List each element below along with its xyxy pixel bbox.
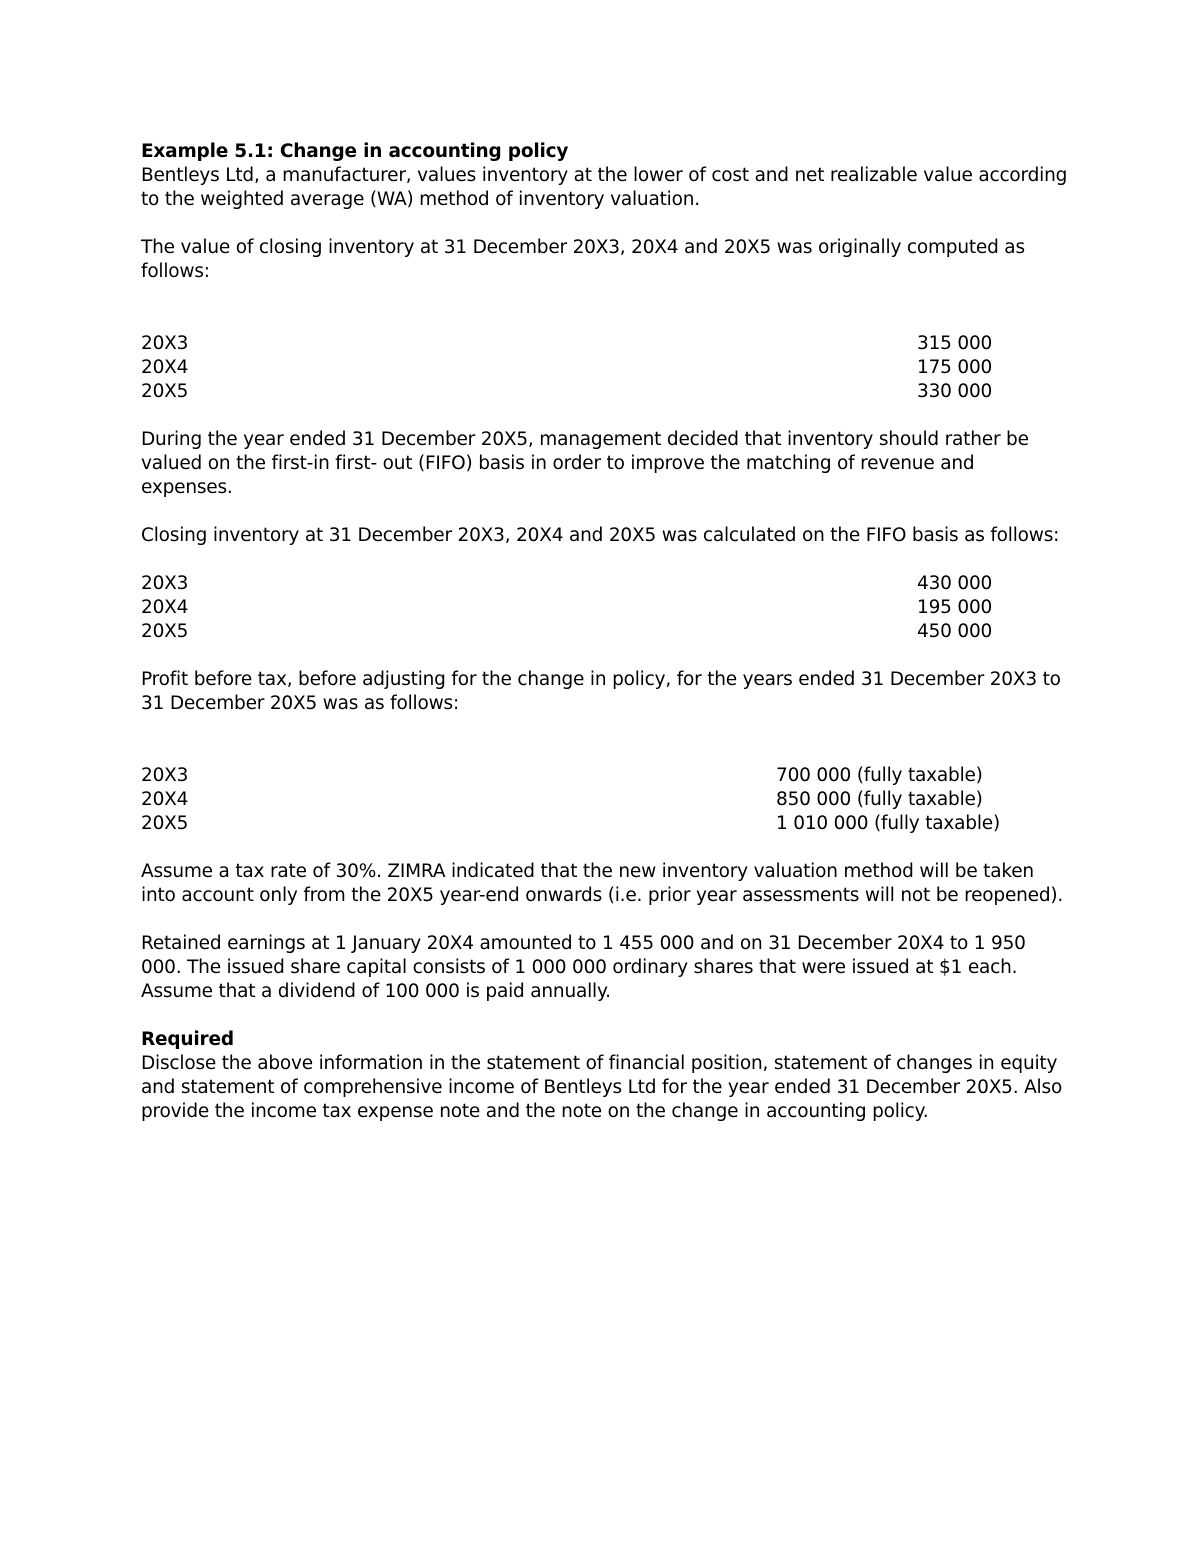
year-label: 20X3 xyxy=(141,765,189,786)
table-row xyxy=(141,764,1071,788)
year-label: 20X3 xyxy=(141,573,189,594)
profit-value: 700 000 (fully taxable) xyxy=(776,765,983,786)
profit-table xyxy=(141,764,1071,836)
table-row xyxy=(141,356,1071,380)
inventory-value: 195 000 xyxy=(917,597,993,618)
inventory-value: 175 000 xyxy=(917,357,993,378)
year-label: 20X3 xyxy=(141,333,189,354)
table-row xyxy=(141,620,1071,644)
example-title: Example 5.1: Change in accounting policy xyxy=(141,141,569,162)
year-label: 20X4 xyxy=(141,357,189,378)
profit-value: 1 010 000 (fully taxable) xyxy=(776,813,1000,834)
inventory-value: 330 000 xyxy=(917,381,993,402)
required-paragraph: Disclose the above information in the statement of financial position, statement of changes in equity and statement of comprehensive income of Bentleys Ltd for the year ended 31 December 20X5. Also provide the income tax expense note and the note on the change in accounting policy. xyxy=(141,1053,1063,1122)
profit-paragraph: Profit before tax, before adjusting for the change in policy, for the years ended 31 December 20X3 to 31 December 20X5 was as follows: xyxy=(141,669,1061,714)
tax-paragraph: Assume a tax rate of 30%. ZIMRA indicated that the new inventory valuation method will be taken into account only from the 20X5 year-end onwards (i.e. prior year assessments will not be reopened). xyxy=(141,861,1064,906)
year-label: 20X4 xyxy=(141,789,189,810)
table-row xyxy=(141,380,1071,404)
table-row xyxy=(141,332,1071,356)
change-paragraph: During the year ended 31 December 20X5, management decided that inventory should rather be valued on the first-in first- out (FIFO) basis in order to improve the matching of revenue and expenses. xyxy=(141,429,1029,498)
fifo-paragraph: Closing inventory at 31 December 20X3, 20X4 and 20X5 was calculated on the FIFO basis as follows: xyxy=(141,525,1060,546)
inventory-value: 430 000 xyxy=(917,573,993,594)
inventory-value: 315 000 xyxy=(917,333,993,354)
table-row xyxy=(141,572,1071,596)
year-label: 20X5 xyxy=(141,813,189,834)
document-page xyxy=(141,140,1071,1124)
year-label: 20X5 xyxy=(141,621,189,642)
retained-earnings-paragraph: Retained earnings at 1 January 20X4 amounted to 1 455 000 and on 31 December 20X4 to 1 950 000. The issued share capital consists of 1 000 000 ordinary shares that were issued at $1 each. Assume that a dividend of 100 000 is paid annually. xyxy=(141,933,1026,1002)
year-label: 20X4 xyxy=(141,597,189,618)
required-heading: Required xyxy=(141,1029,234,1050)
intro-paragraph: Bentleys Ltd, a manufacturer, values inventory at the lower of cost and net realizable value according to the weighted average (WA) method of inventory valuation. xyxy=(141,165,1068,210)
wa-inventory-table xyxy=(141,332,1071,404)
profit-value: 850 000 (fully taxable) xyxy=(776,789,983,810)
table-row xyxy=(141,788,1071,812)
table-row xyxy=(141,596,1071,620)
year-label: 20X5 xyxy=(141,381,189,402)
fifo-inventory-table xyxy=(141,572,1071,644)
table-row xyxy=(141,812,1071,836)
wa-paragraph: The value of closing inventory at 31 December 20X3, 20X4 and 20X5 was originally computed as follows: xyxy=(141,237,1025,282)
inventory-value: 450 000 xyxy=(917,621,993,642)
